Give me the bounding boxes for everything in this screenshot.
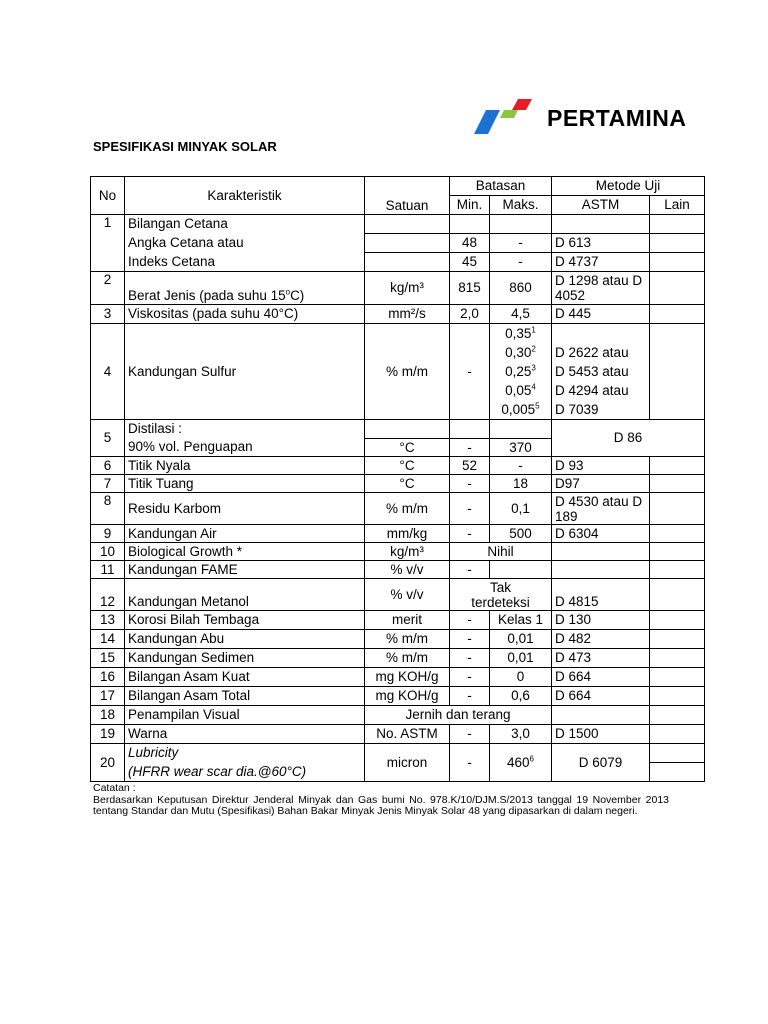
row-maks: 0,01: [490, 630, 552, 649]
row-min: 815: [450, 272, 490, 305]
row-satuan: % m/m: [365, 649, 450, 668]
table-row: [91, 706, 705, 725]
table-row: [91, 668, 705, 687]
row-no: 19: [91, 725, 125, 744]
row-min: -: [450, 630, 490, 649]
row-maks: 500: [490, 525, 552, 543]
row-karakteristik: Residu Karbom: [125, 493, 365, 525]
row-maks: 0: [490, 668, 552, 687]
row-no: 11: [91, 561, 125, 579]
row-maks: -: [490, 234, 552, 253]
row-satuan: °C: [365, 457, 450, 475]
row-no: 12: [91, 579, 125, 611]
header-astm: ASTM: [552, 196, 650, 215]
row-satuan: mg KOH/g: [365, 687, 450, 706]
row-karakteristik: Kandungan Sulfur: [125, 324, 365, 420]
table-row: [91, 630, 705, 649]
row-karakteristik: Angka Cetana atau: [125, 234, 365, 253]
row-maks: 860: [490, 272, 552, 305]
row-astm: D 4737: [552, 253, 650, 272]
row-karakteristik: Kandungan Sedimen: [125, 649, 365, 668]
row-satuan: % v/v: [365, 579, 450, 611]
row-satuan: No. ASTM: [365, 725, 450, 744]
row-maks: 18: [490, 475, 552, 493]
row-min: -: [450, 687, 490, 706]
row-maks: 0,01: [490, 649, 552, 668]
row-astm: D 1500: [552, 725, 650, 744]
table-row: [91, 457, 705, 475]
row-karakteristik: Kandungan FAME: [125, 561, 365, 579]
table-row: [91, 253, 705, 272]
row-astm: D 93: [552, 457, 650, 475]
row-maks: Kelas 1: [490, 611, 552, 630]
footnote-label: Catatan :: [93, 782, 136, 794]
row-satuan: micron: [365, 744, 450, 782]
row-karakteristik: Warna: [125, 725, 365, 744]
row-karakteristik: 90% vol. Penguapan: [125, 439, 365, 457]
row-min: -: [450, 561, 490, 579]
row-maks: -: [490, 457, 552, 475]
row-maks-list: 0,35$^1$ 0,30$^2$ 0,25$^3$ 0,05$^4$ 0,005$^5$: [490, 324, 552, 420]
row-min: -: [450, 475, 490, 493]
row-satuan: mg KOH/g: [365, 668, 450, 687]
row-satuan: merit: [365, 611, 450, 630]
row-batasan: Jernih dan terang: [365, 706, 552, 725]
row-karakteristik: Indeks Cetana: [125, 253, 365, 272]
row-no: 15: [91, 649, 125, 668]
row-satuan: % v/v: [365, 561, 450, 579]
row-no: 3: [91, 305, 125, 324]
row-satuan: kg/m³: [365, 543, 450, 561]
row-satuan: °C: [365, 475, 450, 493]
row-karakteristik: Korosi Bilah Tembaga: [125, 611, 365, 630]
row-maks: -: [490, 253, 552, 272]
row-karakteristik: Bilangan Cetana: [125, 215, 365, 234]
logo-wordmark: PERTAMINA: [547, 105, 687, 131]
row-maks: 4,5: [490, 305, 552, 324]
row-karakteristik: Kandungan Abu: [125, 630, 365, 649]
row-no: 2: [91, 272, 125, 305]
row-satuan: mm/kg: [365, 525, 450, 543]
header-min: Min.: [450, 196, 490, 215]
row-no: 18: [91, 706, 125, 725]
row-no: 16: [91, 668, 125, 687]
row-astm: D 6079: [552, 744, 650, 782]
row-astm: D 473: [552, 649, 650, 668]
specification-table: [90, 176, 705, 782]
row-karakteristik: Bilangan Asam Total: [125, 687, 365, 706]
row-maks: 3,0: [490, 725, 552, 744]
row-no: 5: [91, 420, 125, 457]
table-row: [91, 324, 705, 420]
table-header-row: [91, 177, 705, 196]
row-satuan: mm²/s: [365, 305, 450, 324]
table-row: [91, 272, 705, 305]
row-min: -: [450, 493, 490, 525]
table-row: [91, 215, 705, 234]
header-no: No: [91, 177, 125, 215]
table-row: [91, 525, 705, 543]
row-maks: 370: [490, 439, 552, 457]
row-karakteristik: Titik Tuang: [125, 475, 365, 493]
table-row: [91, 561, 705, 579]
header-satuan: Satuan: [365, 177, 450, 215]
header-karakteristik: Karakteristik: [125, 177, 365, 215]
row-no: 17: [91, 687, 125, 706]
row-no: 9: [91, 525, 125, 543]
row-astm: D97: [552, 475, 650, 493]
row-karakteristik: Kandungan Air: [125, 525, 365, 543]
row-satuan: % m/m: [365, 493, 450, 525]
header-lain: Lain: [650, 196, 705, 215]
table-row: [91, 744, 705, 763]
row-astm: D 445: [552, 305, 650, 324]
row-no: 13: [91, 611, 125, 630]
row-astm: D 1298 atau D 4052: [552, 272, 650, 305]
row-min: -: [450, 668, 490, 687]
row-karakteristik: (HFRR wear scar dia.@60°C): [125, 763, 365, 782]
row-min: 2,0: [450, 305, 490, 324]
footnote: [93, 783, 669, 818]
row-batasan: Nihil: [450, 543, 552, 561]
row-astm: D 664: [552, 687, 650, 706]
row-min: -: [450, 725, 490, 744]
row-maks: 0,1: [490, 493, 552, 525]
row-min: -: [450, 744, 490, 782]
pertamina-logo-icon: [474, 96, 540, 140]
table-row: [91, 687, 705, 706]
row-no: 7: [91, 475, 125, 493]
row-no: 1: [91, 215, 125, 272]
row-satuan: °C: [365, 439, 450, 457]
header-maks: Maks.: [490, 196, 552, 215]
row-min: -: [450, 611, 490, 630]
table-row: [91, 493, 705, 525]
footnote-text: Berdasarkan Keputusan Direktur Jenderal Minyak dan Gas bumi No. 978.K/10/DJM.S/2013 tanggal 19 November 2013 tentang Standar dan Mutu (Spesifikasi) Bahan Bakar Minyak Jenis Minyak Solar 48 yang dipasarkan di dalam negeri.: [93, 793, 669, 817]
row-min: 52: [450, 457, 490, 475]
table-row: [91, 543, 705, 561]
table-row: [91, 475, 705, 493]
row-min: -: [450, 649, 490, 668]
row-no: 10: [91, 543, 125, 561]
table-row: [91, 611, 705, 630]
row-astm: D 4815: [552, 579, 650, 611]
row-maks: 0,6: [490, 687, 552, 706]
row-min: -: [450, 525, 490, 543]
table-row: [91, 234, 705, 253]
row-karakteristik: Berat Jenis (pada suhu 15$^o$C): [125, 272, 365, 305]
row-karakteristik: Titik Nyala: [125, 457, 365, 475]
table-row: [91, 649, 705, 668]
row-satuan: % m/m: [365, 324, 450, 420]
table-row: [91, 305, 705, 324]
row-karakteristik: Distilasi :: [125, 420, 365, 439]
row-karakteristik: Viskositas (pada suhu 40°C): [125, 305, 365, 324]
row-maks: $460^6$: [490, 744, 552, 782]
row-no: 14: [91, 630, 125, 649]
row-astm: D 86: [552, 420, 705, 457]
table-row: [91, 579, 705, 611]
row-min: 48: [450, 234, 490, 253]
pertamina-logo: [474, 96, 704, 140]
row-min: 45: [450, 253, 490, 272]
row-karakteristik: Kandungan Metanol: [125, 579, 365, 611]
row-satuan: kg/m³: [365, 272, 450, 305]
row-astm: D 482: [552, 630, 650, 649]
table-row: [91, 420, 705, 439]
header-metode-uji: Metode Uji: [552, 177, 705, 196]
row-batasan: Tak terdeteksi: [450, 579, 552, 611]
row-no: 20: [91, 744, 125, 782]
header-batasan: Batasan: [450, 177, 552, 196]
table-row: [91, 725, 705, 744]
row-no: 6: [91, 457, 125, 475]
row-astm: D 130: [552, 611, 650, 630]
row-astm: D 664: [552, 668, 650, 687]
row-astm: D 6304: [552, 525, 650, 543]
row-astm: D 4530 atau D 189: [552, 493, 650, 525]
row-no: 4: [91, 324, 125, 420]
row-min: -: [450, 324, 490, 420]
row-astm-list: D 2622 atau D 5453 atau D 4294 atau D 7039: [552, 324, 650, 420]
row-satuan: % m/m: [365, 630, 450, 649]
row-karakteristik: Lubricity: [125, 744, 365, 763]
row-karakteristik: Biological Growth *: [125, 543, 365, 561]
row-no: 8: [91, 493, 125, 525]
row-karakteristik: Bilangan Asam Kuat: [125, 668, 365, 687]
row-astm: D 613: [552, 234, 650, 253]
row-karakteristik: Penampilan Visual: [125, 706, 365, 725]
document-title: SPESIFIKASI MINYAK SOLAR: [93, 139, 277, 154]
row-min: -: [450, 439, 490, 457]
